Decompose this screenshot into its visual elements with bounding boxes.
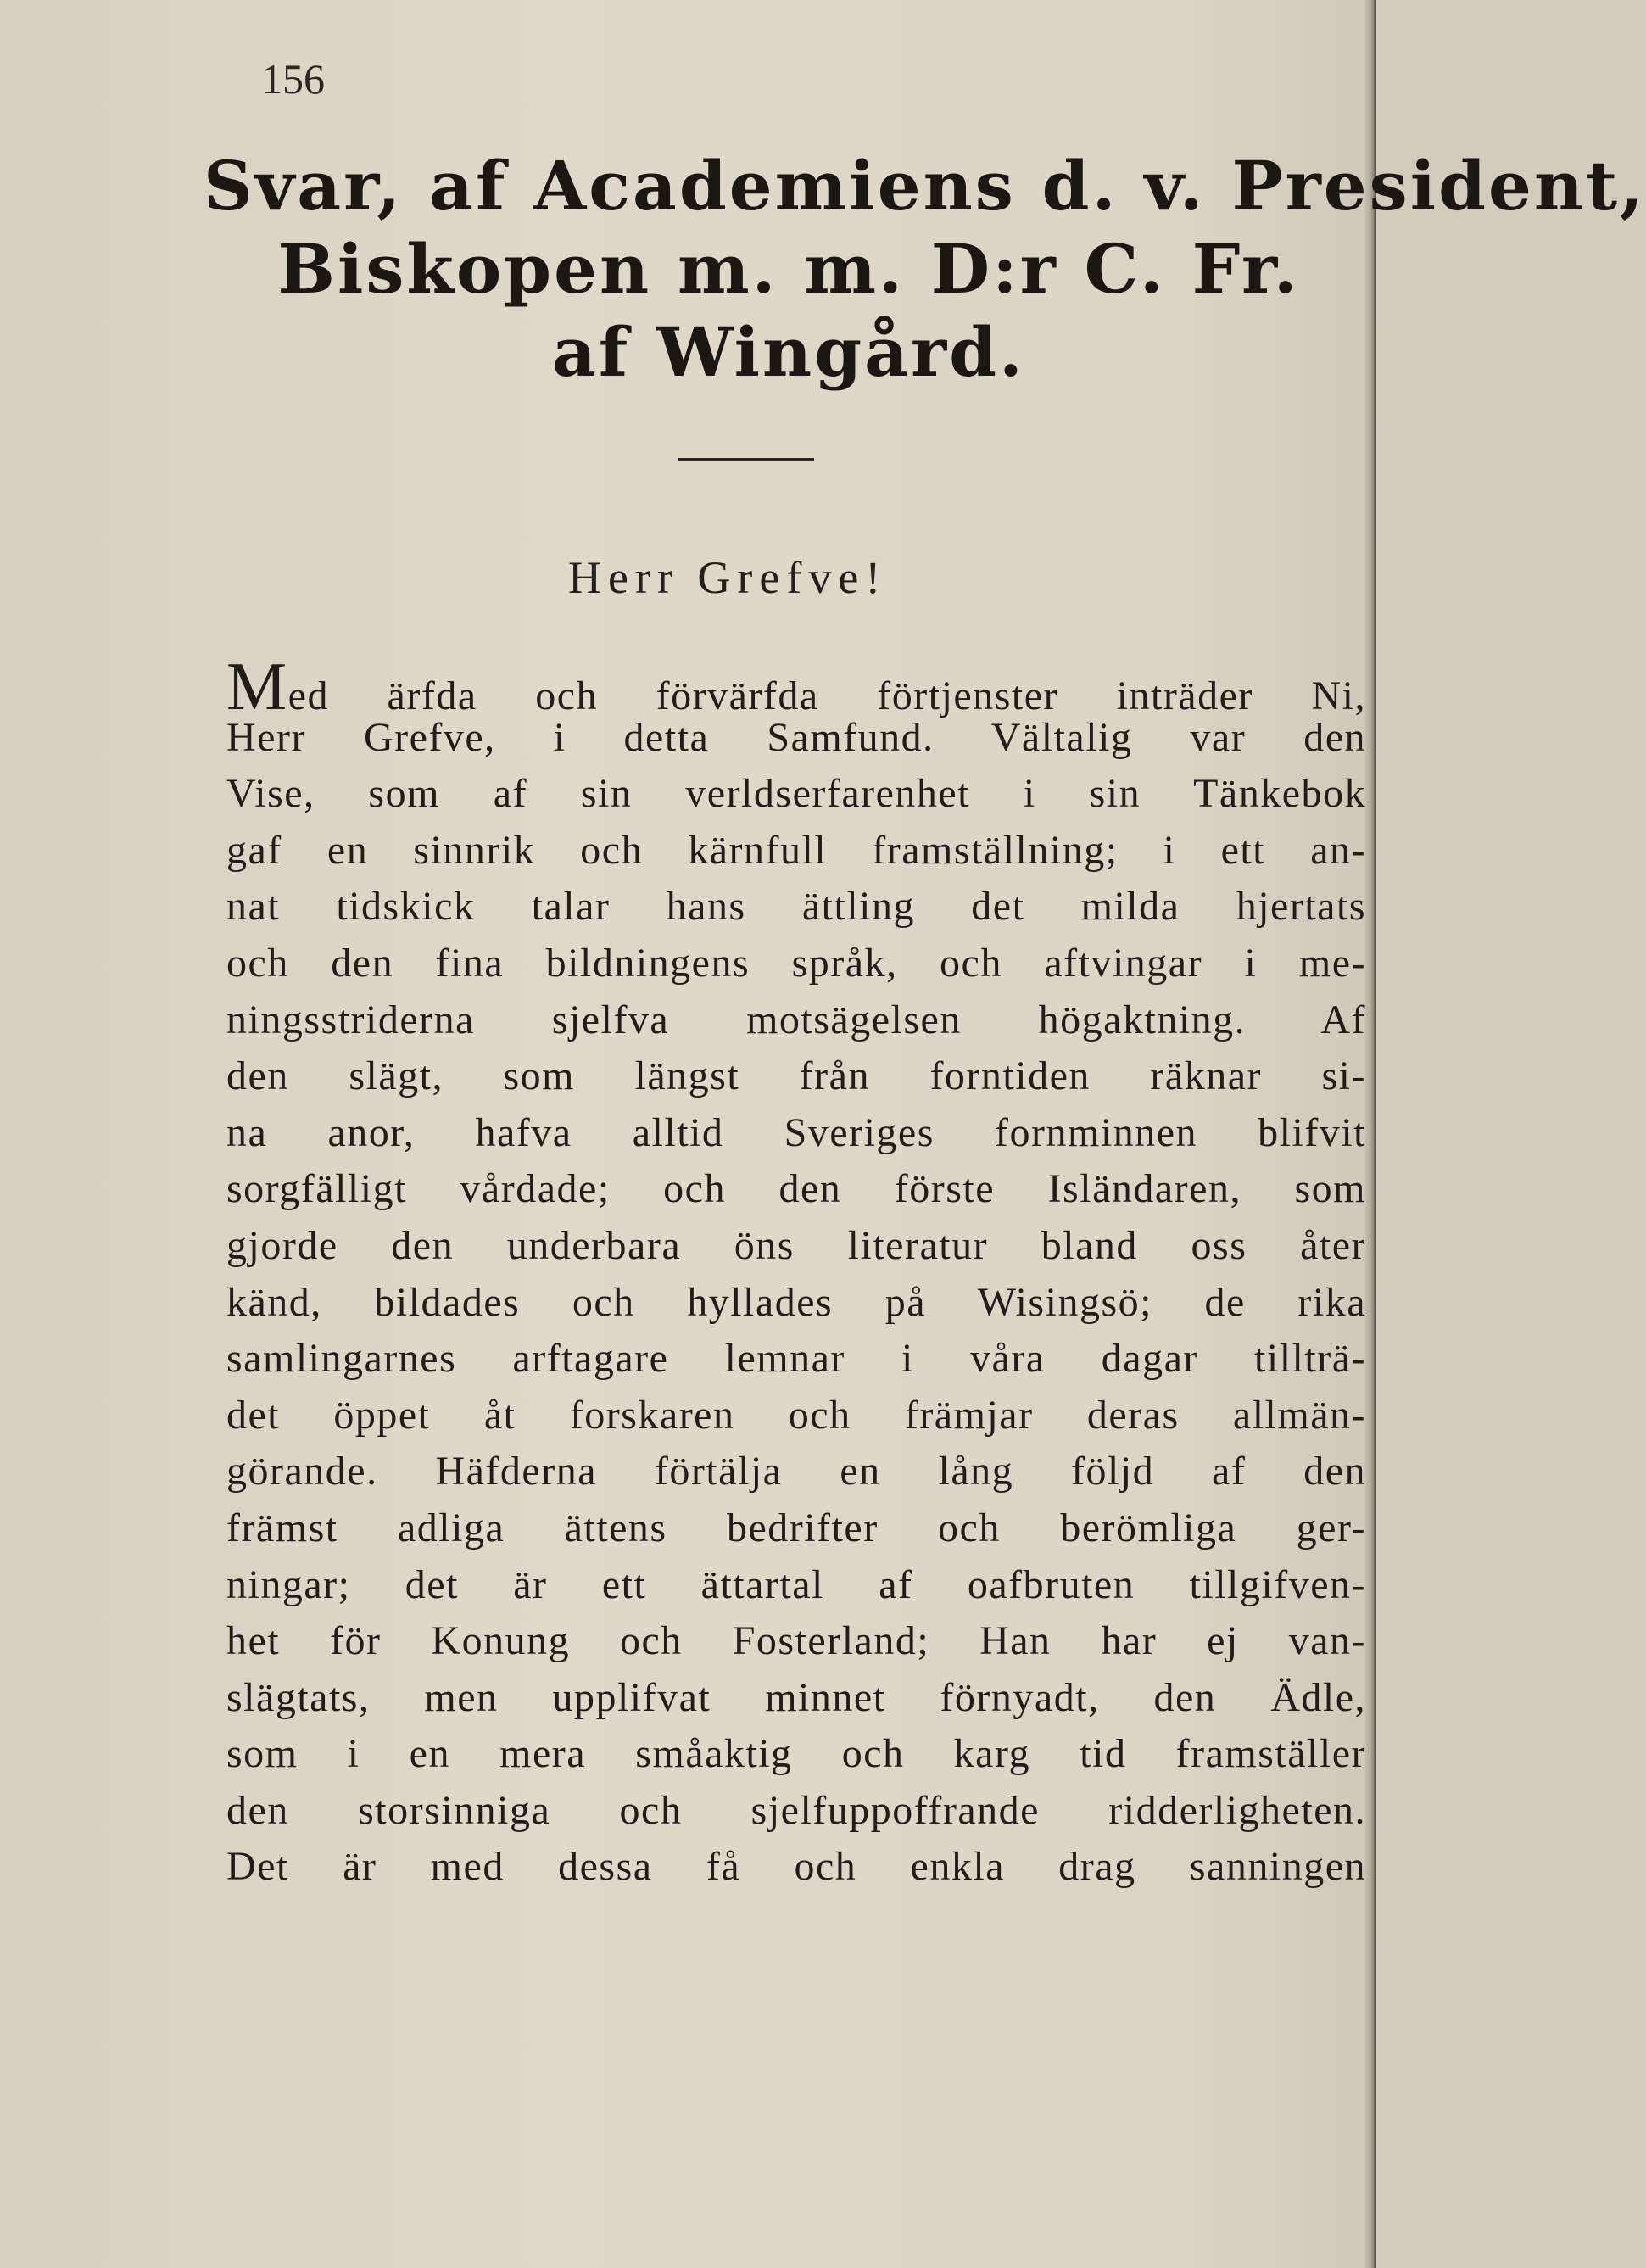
body-line: som i en mera småaktig och karg tid framställer [226, 1731, 1366, 1777]
body-line: den storsinniga och sjelfuppoffrande ridderligheten. [226, 1787, 1366, 1833]
body-line: samlingarnes arftagare lemnar i våra dagar tillträ- [226, 1336, 1366, 1382]
body-line-first [226, 650, 1366, 724]
body-line: Vise, som af sin verldserfarenhet i sin Tänkebok [226, 771, 1366, 817]
salutation: Herr Grefve! [568, 552, 888, 603]
body-line: främst adliga ättens bedrifter och berömliga ger- [226, 1505, 1366, 1550]
body-line: ningar; det är ett ättartal af oafbruten tillgifven- [226, 1561, 1366, 1607]
body-line: Herr Grefve, i detta Samfund. Vältalig var den [226, 714, 1366, 760]
body-text [226, 650, 1366, 1896]
page-heading [204, 144, 1646, 394]
drop-cap: M [226, 650, 288, 724]
heading-line-1: Svar, af Academiens d. v. President, [204, 146, 1646, 226]
body-line: het för Konung och Fosterland; Han har ej van- [226, 1618, 1366, 1664]
body-line: sorgfälligt vårdade; och den förste Isländaren, som [226, 1166, 1366, 1212]
body-line: och den fina bildningens språk, och aftvingar i me- [226, 940, 1366, 986]
body-line: na anor, hafva alltid Sveriges fornminnen blifvit [226, 1109, 1366, 1155]
body-line: gjorde den underbara öns literatur bland oss åter [226, 1222, 1366, 1268]
body-line: görande. Häfderna förtälja en lång följd af den [226, 1449, 1366, 1494]
body-line: det öppet åt forskaren och främjar deras allmän- [226, 1392, 1366, 1438]
body-line: Det är med dessa få och enkla drag sanningen [226, 1844, 1366, 1890]
body-line: den slägt, som längst från forntiden räknar si- [226, 1053, 1366, 1099]
body-line: nat tidskick talar hans ättling det milda hjertats [226, 884, 1366, 930]
heading-line-2: Biskopen m. m. D:r C. Fr. [277, 229, 1300, 309]
page-number: 156 [261, 55, 325, 103]
heading-divider [678, 458, 814, 461]
body-line: slägtats, men upplifvat minnet förnyadt, den Ädle, [226, 1674, 1366, 1720]
heading-line-3: af Wingård. [552, 312, 1025, 392]
body-line: ningsstriderna sjelfva motsägelsen högaktning. Af [226, 997, 1366, 1042]
body-line: känd, bildades och hyllades på Wisingsö; de rika [226, 1279, 1366, 1325]
body-line: gaf en sinnrik och kärnfull framställning; i ett an- [226, 827, 1366, 873]
first-line-text: ed ärfda och förvärfda förtjenster inträder Ni, [287, 673, 1366, 718]
